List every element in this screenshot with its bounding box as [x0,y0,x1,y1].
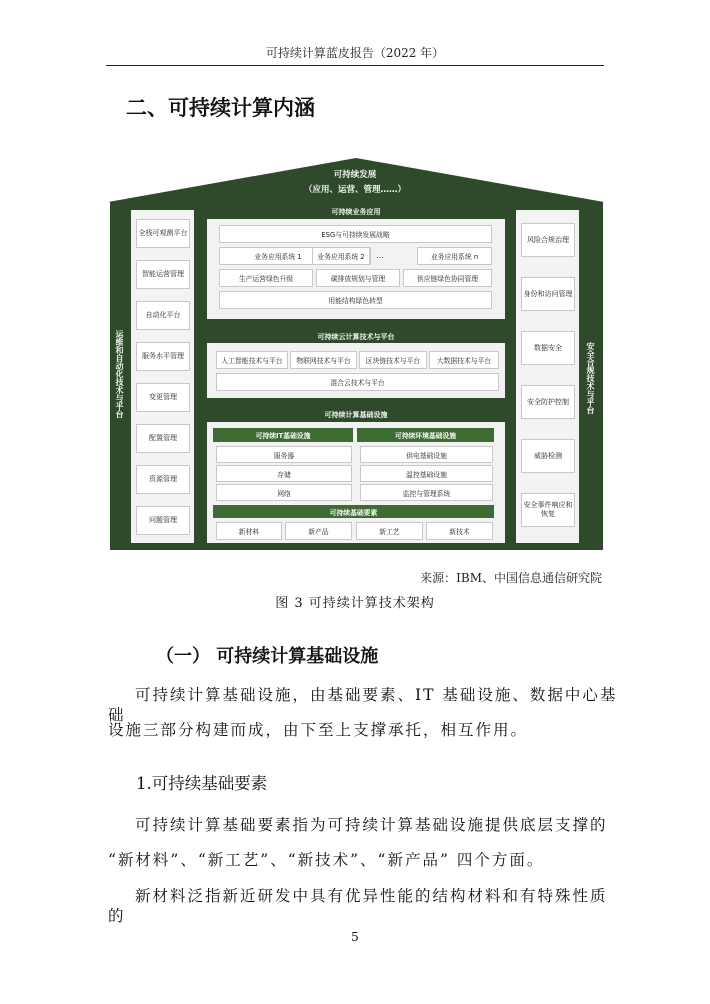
cloud-title: 可持续云计算技术与平台 [317,333,395,341]
hybrid-cloud-box: 混合云技术与平台 [216,373,499,391]
blockchain-box: 区块链技术与平台 [359,351,427,369]
left-item: 自动化平台 [136,301,190,330]
left-item: 服务水平管理 [136,342,190,371]
env-item: 监控与管理系统 [360,484,493,501]
elements-title: 可持续基础要素 [213,505,494,518]
env-item: 温控基础设施 [360,465,493,482]
infra-title: 可持续计算基础设施 [324,411,388,419]
ai-box: 人工智能技术与平台 [216,351,288,369]
right-item: 风险合规治理 [521,223,575,257]
right-item: 数据安全 [521,331,575,365]
roof-shape [106,156,606,204]
green-ops-box: 生产运营绿色升级 [219,269,313,287]
roof-subtitle: （应用、运营、管理……） [303,185,406,195]
paragraph-line: 可持续计算基础设施，由基础要素、IT 基础设施、数据中心基础 [108,686,618,724]
subheading-elements: 1.可持续基础要素 [136,774,268,793]
figure-caption: 图 3 可持续计算技术架构 [275,596,435,611]
element-item: 新工艺 [356,522,423,540]
paragraph-line: “新材料”、“新工艺”、“新技术”、“新产品” 四个方面。 [108,851,545,869]
left-item: 配置管理 [136,424,190,453]
element-item: 新产品 [285,522,352,540]
left-item: 资源管理 [136,465,190,494]
right-item: 威胁检测 [521,439,575,473]
right-item: 安全事件响应和恢复 [521,493,575,527]
left-item: 智能运营管理 [136,260,190,289]
subheading-infrastructure: （一） 可持续计算基础设施 [156,646,379,667]
right-column-label: 安全合规技术与平台 [586,342,595,414]
app-system-n: 业务应用系统 n [417,247,492,265]
paragraph-line: 设施三部分构建而成，由下至上支撑承托，相互作用。 [108,721,529,739]
element-item: 新材料 [216,522,282,540]
apps-title: 可持续业务应用 [331,208,381,216]
section-heading: 二、可持续计算内涵 [126,96,315,120]
left-item: 变更管理 [136,383,190,412]
left-item: 全栈可观测平台 [136,219,190,248]
roof-title: 可持续发展 [333,170,377,180]
supply-chain-box: 供应链绿色协同管理 [403,269,492,287]
figure-source: 来源：IBM、中国信息通信研究院 [420,571,602,585]
it-item: 存储 [216,465,352,482]
it-infra-title: 可持续IT基础设施 [213,428,353,442]
right-item: 身份和访问管理 [521,277,575,311]
app-ellipsis: … [376,251,384,260]
energy-box: 用能结构绿色转型 [219,291,492,309]
left-item: 问题管理 [136,506,190,535]
app-system-2: 业务应用系统 2 [312,247,370,265]
app-system-1: 业务应用系统 1 [219,247,337,265]
it-item: 网络 [216,484,352,501]
paragraph-line: 新材料泛指新近研发中具有优异性能的结构材料和有特殊性质的 [108,887,608,925]
env-infra-title: 可持续环境基础设施 [357,428,494,442]
it-item: 服务器 [216,446,352,463]
paragraph-line: 可持续计算基础要素指为可持续计算基础设施提供底层支撑的 [135,816,608,834]
iot-box: 物联网技术与平台 [290,351,357,369]
page-number: 5 [351,930,359,944]
bigdata-box: 大数据技术与平台 [429,351,499,369]
left-column-label: 运维和自动化技术与平台 [115,330,124,418]
env-item: 供电基础设施 [360,446,493,463]
page-header: 可持续计算蓝皮报告（2022 年） [265,46,445,60]
right-item: 安全防护控制 [521,385,575,419]
carbon-box: 碳排放规划与管理 [316,269,400,287]
esg-box: ESG与可持续发展战略 [219,225,492,243]
element-item: 新技术 [426,522,493,540]
